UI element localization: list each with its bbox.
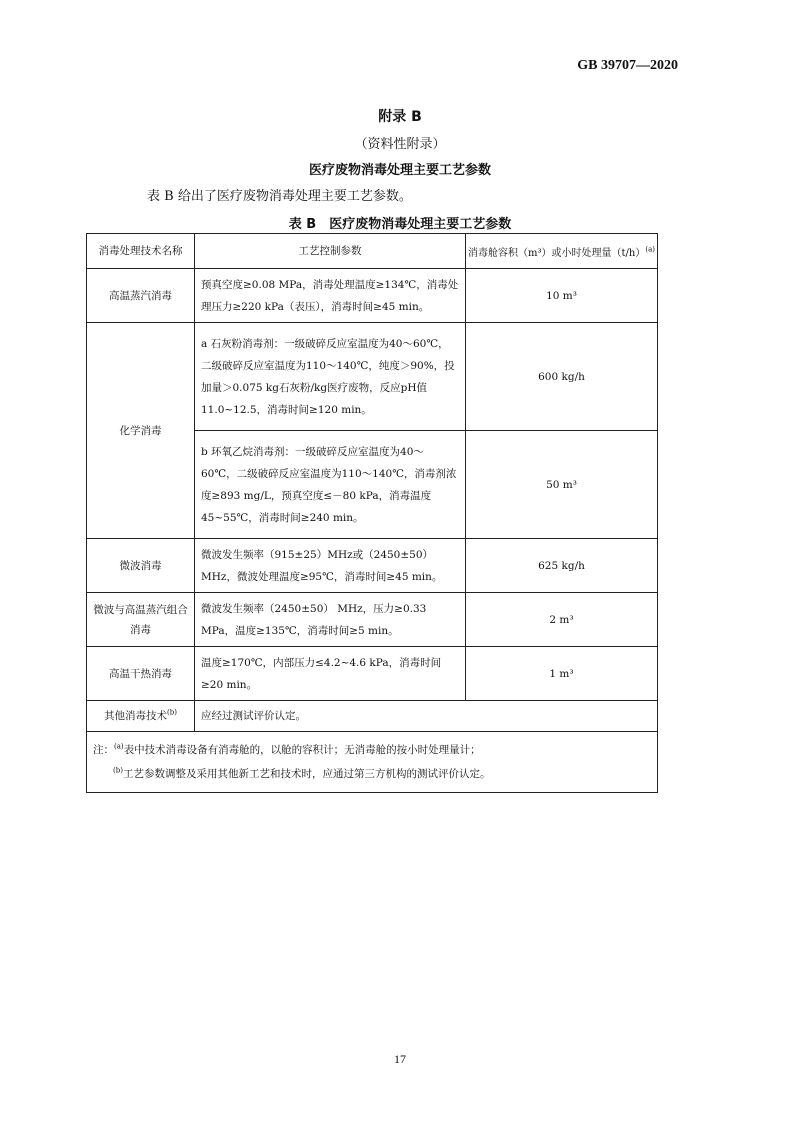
- row-other-name: [87, 701, 195, 732]
- table-row: [87, 701, 658, 732]
- table-row: [87, 269, 658, 323]
- header-capacity-text: 消毒舱容积（m³）或小时处理量（t/h）: [468, 247, 646, 259]
- standard-code: GB 39707—2020: [577, 58, 678, 73]
- row-other-name-sup: (b): [167, 708, 177, 717]
- process-parameters-table: [86, 233, 658, 793]
- row-other-name-text: 其他消毒技术: [104, 710, 168, 722]
- note-b-sup: (b): [113, 766, 123, 775]
- row-chemical-a-capacity: 600 kg/h: [466, 323, 658, 431]
- row-chemical-b-capacity: 50 m³: [466, 431, 658, 539]
- row-dry-heat-params: 温度≥170℃，内部压力≤4.2~4.6 kPa，消毒时间≥20 min。: [195, 647, 466, 701]
- table-notes: [87, 732, 658, 793]
- table-row: [87, 593, 658, 647]
- row-chemical-a-params: a 石灰粉消毒剂：一级破碎反应室温度为40～60℃，二级破碎反应室温度为110～140℃，纯度＞90%，投加量＞0.075 kg石灰粉/kg医疗废物，反应pH值11.0~12.5，消毒时间≥120 min。: [195, 323, 466, 431]
- table-notes-row: [87, 732, 658, 793]
- note-b-text: 工艺参数调整及采用其他新工艺和技术时，应通过第三方机构的测试评价认定。: [122, 768, 491, 780]
- header-technique: 消毒处理技术名称: [87, 234, 195, 269]
- table-caption: 表 B 医疗废物消毒处理主要工艺参数: [288, 217, 512, 232]
- row-dry-heat-capacity: 1 m³: [466, 647, 658, 701]
- row-microwave-steam-capacity: 2 m³: [466, 593, 658, 647]
- table-row: [87, 539, 658, 593]
- note-a: [93, 738, 651, 762]
- annex-title: 附录 B: [378, 109, 422, 125]
- row-other-params: 应经过测试评价认定。: [195, 701, 658, 732]
- row-steam-capacity: 10 m³: [466, 269, 658, 323]
- table-row: [87, 647, 658, 701]
- row-steam-params: 预真空度≥0.08 MPa，消毒处理温度≥134℃，消毒处理压力≥220 kPa（表压），消毒时间≥45 min。: [195, 269, 466, 323]
- table-row: [87, 323, 658, 431]
- row-microwave-params: 微波发生频率（915±25）MHz或（2450±50）MHz，微波处理温度≥95℃，消毒时间≥45 min。: [195, 539, 466, 593]
- intro-paragraph: 表 B 给出了医疗废物消毒处理主要工艺参数。: [147, 189, 412, 204]
- row-chemical-b-params: b 环氧乙烷消毒剂：一级破碎反应室温度为40～60℃，二级破碎反应室温度为110～140℃，消毒剂浓度≥893 mg/L，预真空度≤－80 kPa，消毒温度45~55℃，消毒时间≥240 min。: [195, 431, 466, 539]
- row-microwave-name: 微波消毒: [87, 539, 195, 593]
- row-dry-heat-name: 高温干热消毒: [87, 647, 195, 701]
- annex-heading: 医疗废物消毒处理主要工艺参数: [308, 163, 491, 178]
- note-prefix: 注：: [93, 744, 114, 756]
- header-parameters: 工艺控制参数: [195, 234, 466, 269]
- note-a-sup: (a): [114, 742, 124, 751]
- row-chemical-name: 化学消毒: [87, 323, 195, 539]
- row-microwave-capacity: 625 kg/h: [466, 539, 658, 593]
- header-capacity-sup: (a): [645, 245, 655, 254]
- header-capacity: [466, 234, 658, 269]
- note-a-text: 表中技术消毒设备有消毒舱的，以舱的容积计；无消毒舱的按小时处理量计；: [123, 744, 481, 756]
- row-steam-name: 高温蒸汽消毒: [87, 269, 195, 323]
- annex-type: （资料性附录）: [354, 137, 446, 152]
- table-header-row: [87, 234, 658, 269]
- note-b: [93, 762, 651, 786]
- row-microwave-steam-params: 微波发生频率（2450±50） MHz，压力≥0.33 MPa，温度≥135℃，消毒时间≥5 min。: [195, 593, 466, 647]
- row-microwave-steam-name: 微波与高温蒸汽组合消毒: [87, 593, 195, 647]
- page-number: 17: [394, 1052, 406, 1066]
